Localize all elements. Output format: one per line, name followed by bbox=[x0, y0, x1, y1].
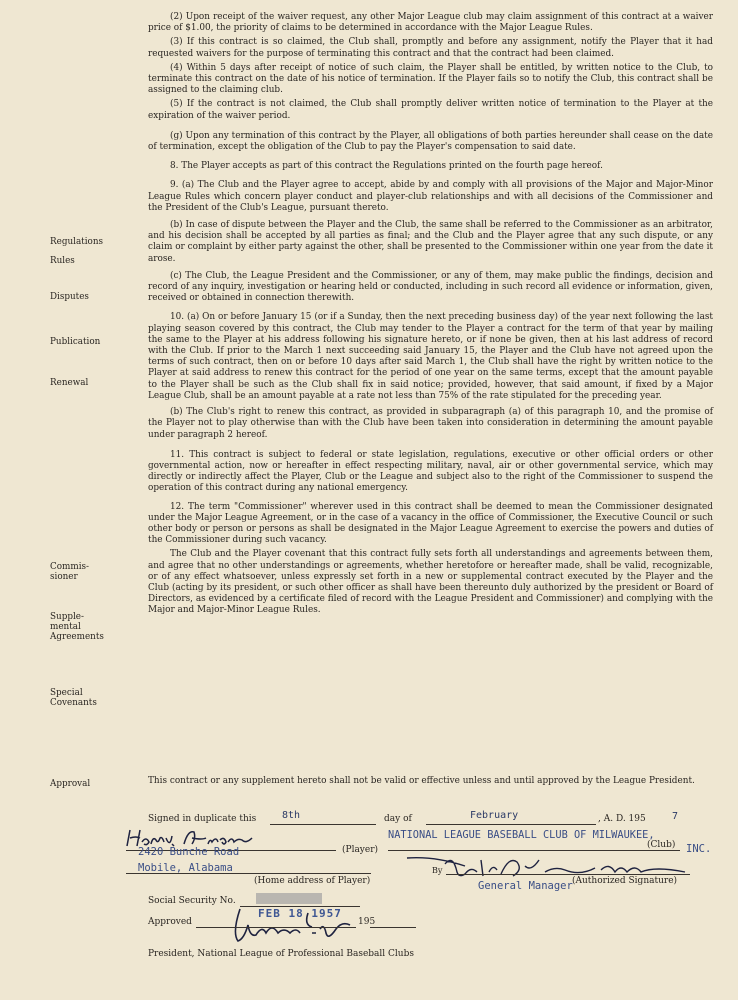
paragraph-12: 12. The term "Commissioner" wherever used in this contract shall be deemed to mean the Commissioner designated under the Major League Agreement, or in the case of a vacancy in the office of Commissioner, the Executive Council or such other body or person or persons as shall be designated in the Major League Agreement to exercise the powers and duties of the Commissioner during such vacancy. bbox=[148, 501, 713, 546]
address-line-2: Mobile, Alabama bbox=[138, 862, 233, 874]
label-publication: Publication bbox=[50, 337, 101, 347]
paragraph-9a: 9. (a) The Club and the Player agree to accept, abide by and comply with all provisions of the Major and Major-Minor League Rules which concern player conduct and player-club relationships and with all decisions of the Commissioner and the President of the Club's League, pursuant thereto. bbox=[148, 180, 713, 213]
label-renewal: Renewal bbox=[50, 378, 89, 388]
approved-year: 195 bbox=[358, 917, 376, 927]
club-label: (Club) bbox=[647, 840, 676, 850]
authorized-label: (Authorized Signature) bbox=[572, 876, 678, 886]
paragraph-10a: 10. (a) On or before January 15 (or if a Sunday, then the next preceding business day) of the year next following the last playing season covered by this contract, the Club may tender to the Player a contract for the term of that year by mailing the same to the Player at his address following his signature hereto, or if none be given, then at his last address of record with the Club. If prior to the March 1 next succeeding said January 15, the Player and the Club have not agreed upon the terms of such contract, then on or before 10 days after said March 1, the Club shall have the right by written notice to the Player at said address to renew this contract for the period of one year on the same terms, except that the amount payable to the Player shall be such as the Club shall fix in said notice; provided, however, that said amount, if fixed by a Major League Club, shall be an amount payable at a rate not less than 75% of the rate stipulated for the preceding year. bbox=[148, 312, 713, 401]
by-label: By bbox=[432, 866, 443, 875]
paragraph-9b: (b) In case of dispute between the Player and the Club, the same shall be referred to the Commissioner as an arbitrator, and his decision shall be accepted by all parties as final; and the Club and the Player agree that any such dispute, or any claim or complaint by either party against the other, shall be presented to the Commissioner within one year from the date it arose. bbox=[148, 220, 713, 264]
president-signature bbox=[220, 903, 360, 947]
ad-label: , A. D. 195 bbox=[598, 814, 646, 824]
label-approval: Approval bbox=[50, 779, 91, 789]
club-line bbox=[388, 850, 680, 851]
address-line bbox=[126, 873, 371, 874]
home-address-label: (Home address of Player) bbox=[254, 876, 371, 886]
label-special-covenants: Special Covenants bbox=[50, 688, 97, 708]
year-digit: 7 bbox=[672, 811, 679, 822]
day-line bbox=[270, 824, 376, 825]
paragraph-waiver-2: (2) Upon receipt of the waiver request, any other Major League club may claim assignment of this contract at a waiver price of $1.00, the priority of claims to be determined in accordance with the Major League Rules. bbox=[148, 12, 713, 34]
label-supplemental-agreements: Supple- mental Agreements bbox=[50, 612, 104, 642]
approved-line bbox=[196, 927, 356, 928]
day-of-label: day of bbox=[384, 814, 412, 824]
club-inc: INC. bbox=[686, 843, 712, 855]
paragraph-8: 8. The Player accepts as part of this contract the Regulations printed on the fourth page hereof. bbox=[170, 161, 603, 172]
label-rules: Rules bbox=[50, 256, 75, 266]
ssn-label: Social Security No. bbox=[148, 896, 236, 906]
approved-year-line bbox=[370, 927, 416, 928]
paragraph-g: (g) Upon any termination of this contract by the Player, all obligations of both parties hereunder shall cease on the date of termination, except the obligation of the Club to pay the Player's compensation to said date. bbox=[148, 130, 713, 153]
paragraph-10b: (b) The Club's right to renew this contract, as provided in subparagraph (a) of this paragraph 10, and the promise of the Player not to play otherwise than with the Club have been taken into consideration in determining the amount payable under paragraph 2 hereof. bbox=[148, 407, 713, 440]
paragraph-waiver-3: (3) If this contract is so claimed, the Club shall, promptly and before any assignment, notify the Player that it had requested waivers for the purpose of terminating this contract and that the contract had been claimed. bbox=[148, 37, 713, 59]
general-manager: General Manager bbox=[478, 880, 573, 892]
signed-month: February bbox=[470, 810, 519, 821]
contract-body bbox=[148, 12, 713, 620]
paragraph-11: 11. This contract is subject to federal or state legislation, regulations, executive or other official orders or other governmental action, now or hereafter in effect respecting military, naval, air or other governmental service, which may directly or indirectly affect the Player, Club or the League and subject also to the right of the Commissioner to suspend the operation of this contract during any national emergency. bbox=[148, 449, 713, 494]
player-label: (Player) bbox=[342, 845, 379, 855]
club-name: NATIONAL LEAGUE BASEBALL CLUB OF MILWAUKEE, bbox=[388, 829, 655, 841]
paragraph-waiver-5: (5) If the contract is not claimed, the Club shall promptly deliver written notice of termination to the Player at the expiration of the waiver period. bbox=[148, 99, 713, 121]
paragraph-9c: (c) The Club, the League President and the Commissioner, or any of them, may make public the findings, decision and record of any inquiry, investigation or hearing held or conducted, including in such record all evidence or information, given, received or obtained in connection therewith. bbox=[148, 270, 713, 304]
paragraph-waiver-4: (4) Within 5 days after receipt of notice of such claim, the Player shall be entitled, by written notice to the Club, to terminate this contract on the date of his notice of termination. If the Player fails so to notify the Club, this contract shall be assigned to the claiming club. bbox=[148, 62, 713, 96]
signed-day: 8th bbox=[282, 810, 301, 821]
month-line bbox=[426, 824, 596, 825]
president-label: President, National League of Professional Baseball Clubs bbox=[148, 949, 414, 959]
approved-label: Approved bbox=[148, 917, 192, 927]
paragraph-supplemental: The Club and the Player covenant that this contract fully sets forth all understandings and agreements between them, and agree that no other understandings or agreements, whether heretofore or hereafter made, shall be valid, recognizable, or of any effect whatsoever, unless expressly set forth in a new or supplemental contract executed by the Player and the Club (acting by its president, or such other officer as shall have been thereunto duly authorized by the president or Board of Directors, as evidenced by a certificate filed of record with the League President and Commissioner) and complying with the Major and Major-Minor League Rules. bbox=[148, 549, 713, 616]
authorized-line bbox=[446, 874, 690, 875]
label-disputes: Disputes bbox=[50, 292, 89, 302]
label-regulations: Regulations bbox=[50, 237, 104, 247]
signed-prefix: Signed in duplicate this bbox=[148, 814, 257, 824]
approval-date-stamp: FEB 18 1957 bbox=[258, 907, 342, 920]
address-line-1: 2420 Bunche Road bbox=[138, 846, 240, 858]
paragraph-approval: This contract or any supplement hereto shall not be valid or effective unless and until approved by the League President. bbox=[148, 776, 695, 786]
label-commissioner: Commis- sioner bbox=[50, 562, 90, 582]
